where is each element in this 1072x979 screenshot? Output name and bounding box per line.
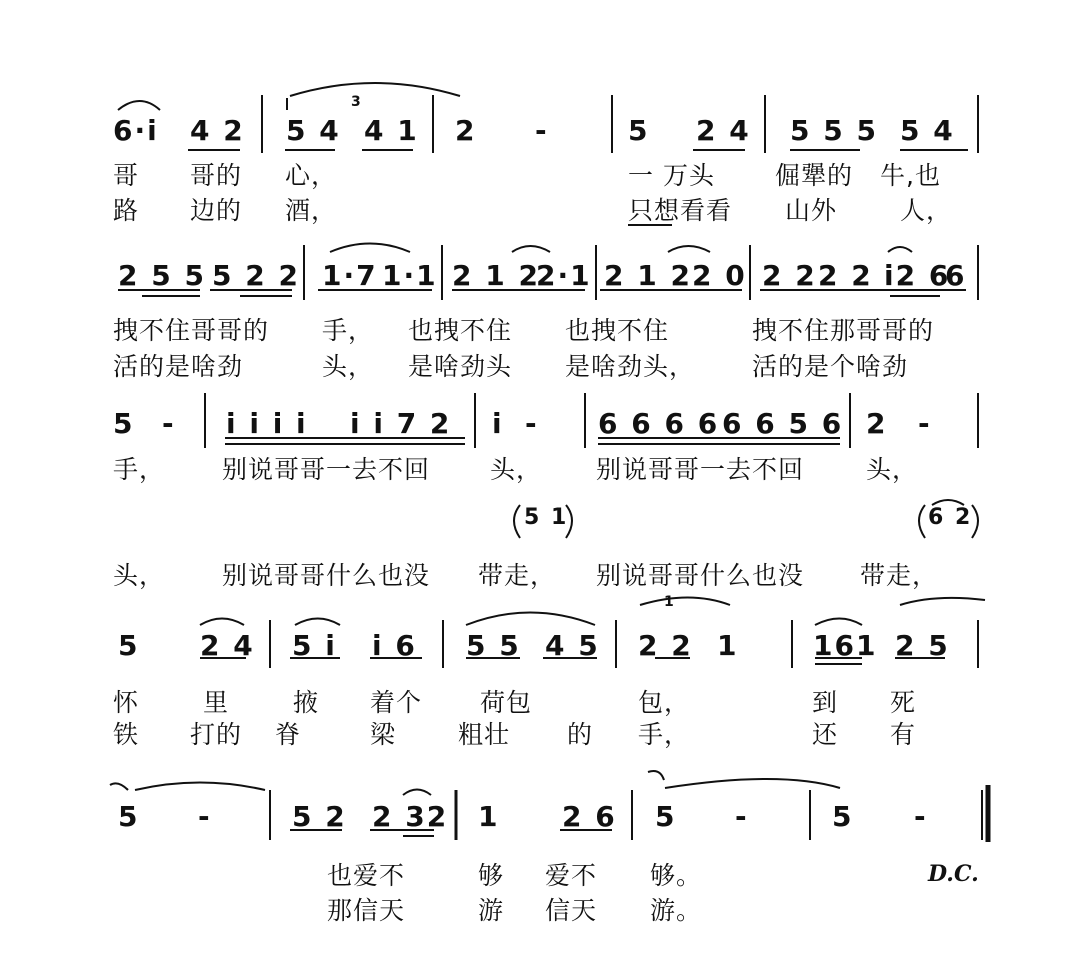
slur xyxy=(135,783,265,791)
lyric: 别说哥哥一去不回 xyxy=(596,455,805,484)
slur xyxy=(665,779,840,788)
lyric: 手， xyxy=(113,455,166,484)
lyric: 荷包 xyxy=(480,688,533,717)
note: 6 6 6 6 xyxy=(598,407,720,440)
note: 2 5 xyxy=(895,629,950,662)
lyric: 铁 xyxy=(113,720,140,749)
note: 2 xyxy=(455,114,477,147)
lyric: 哥的 xyxy=(190,161,243,190)
lyric: 游。 xyxy=(650,896,703,925)
note: 2 1 2 xyxy=(604,259,692,292)
note: 5 xyxy=(655,800,677,833)
lyric: 带走， xyxy=(860,561,939,590)
note: 2 xyxy=(866,407,888,440)
note: i2 6 xyxy=(884,259,951,292)
slur xyxy=(900,598,985,605)
lyric: 头， xyxy=(113,561,166,590)
note: 2 1 2 xyxy=(452,259,540,292)
lyric: 是啥劲头， xyxy=(565,352,696,381)
note: 6 2 xyxy=(928,505,973,530)
grace-note: 3 xyxy=(351,94,361,110)
note: i xyxy=(492,407,504,440)
note: - xyxy=(535,114,549,147)
lyric: 山外 xyxy=(785,196,838,225)
lyric: 的 xyxy=(567,720,594,749)
lyric: 是啥劲头 xyxy=(408,352,513,381)
slur xyxy=(648,771,664,780)
note: i i i i xyxy=(226,407,308,440)
lyric: 带走， xyxy=(478,561,557,590)
lyric: 别说哥哥什么也没 xyxy=(596,561,805,590)
lyric: 一 万头 xyxy=(628,161,715,190)
paren xyxy=(919,505,925,538)
lyric: 拽不住那哥哥的 xyxy=(752,316,935,345)
slur xyxy=(403,790,431,796)
lyric: 哥 xyxy=(113,161,140,190)
note: 2·1 xyxy=(536,259,592,292)
note: 5 xyxy=(832,800,854,833)
note: 5 5 xyxy=(466,629,521,662)
lyric: 拽不住哥哥的 xyxy=(113,316,270,345)
note: 161 xyxy=(813,629,878,662)
lyric: 也拽不住 xyxy=(565,316,670,345)
note: - xyxy=(162,407,176,440)
note: 5 xyxy=(118,629,140,662)
note: 2 6 xyxy=(562,800,617,833)
lyric: 酒， xyxy=(285,196,338,225)
lyric: 路 xyxy=(113,196,140,225)
note: 5 xyxy=(118,800,140,833)
note: 2 0 xyxy=(692,259,747,292)
note: 6·i xyxy=(113,114,159,147)
note: 5 2 xyxy=(292,800,347,833)
note: 1·7 xyxy=(322,259,378,292)
note: 6 xyxy=(945,259,967,292)
slur xyxy=(110,783,128,790)
lyric: 倔犟的 xyxy=(775,161,854,190)
lyric: 也爱不 xyxy=(327,861,406,890)
lyric: 别说哥哥什么也没 xyxy=(222,561,431,590)
note: 2 2 xyxy=(638,629,693,662)
lyric: 信天 xyxy=(545,896,598,925)
slur xyxy=(290,83,460,96)
paren xyxy=(514,505,520,538)
lyric: 只想看看 xyxy=(628,196,733,225)
note: i 6 xyxy=(372,629,417,662)
lyric: 粗壮 xyxy=(458,720,511,749)
note: 2 32 xyxy=(372,800,449,833)
lyric: 打的 xyxy=(190,720,243,749)
slur xyxy=(512,246,550,252)
lyric: 那信天 xyxy=(327,896,406,925)
slur xyxy=(815,619,862,626)
note: 4 2 xyxy=(190,114,245,147)
slur xyxy=(640,598,730,606)
lyric: 手， xyxy=(322,316,375,345)
lyric: 头， xyxy=(322,352,375,381)
lyric: 别说哥哥一去不回 xyxy=(222,455,431,484)
note: - xyxy=(735,800,749,833)
lyric: 活的是个啥劲 xyxy=(752,352,909,381)
slur xyxy=(118,101,160,110)
lyric: 游 xyxy=(478,896,505,925)
note: - xyxy=(525,407,539,440)
note: - xyxy=(198,800,212,833)
note: 2 5 5 xyxy=(118,259,206,292)
note: 2 2 xyxy=(818,259,873,292)
slur xyxy=(888,247,912,252)
note: 1 xyxy=(717,629,739,662)
grace-note: 1 xyxy=(664,594,674,610)
note: 5 2 2 xyxy=(212,259,300,292)
lyric: 够。 xyxy=(650,861,703,890)
lyric: 头， xyxy=(490,455,543,484)
note: 2 2 xyxy=(762,259,817,292)
lyric: 里 xyxy=(203,688,230,717)
note: 5 4 xyxy=(900,114,955,147)
note: 2 4 xyxy=(200,629,255,662)
slur xyxy=(330,244,410,253)
lyric: 梁 xyxy=(370,720,397,749)
da-capo-marking: D.C. xyxy=(928,861,979,887)
slur xyxy=(668,246,710,252)
note: 4 1 xyxy=(364,114,419,147)
lyric: 有 xyxy=(890,720,917,749)
note: 5 5 5 xyxy=(790,114,878,147)
lyric: 边的 xyxy=(190,196,243,225)
lyric: 手， xyxy=(638,720,691,749)
lyric: 死 xyxy=(890,688,917,717)
slur xyxy=(200,619,244,626)
note: 1 xyxy=(478,800,500,833)
lyric: 够 xyxy=(478,861,505,890)
lyric: 包， xyxy=(638,688,691,717)
lyric: 心， xyxy=(285,161,338,190)
note: 6 6 5 6 xyxy=(722,407,844,440)
note: 5 4 xyxy=(286,114,341,147)
note: 5 xyxy=(113,407,135,440)
note: - xyxy=(914,800,928,833)
lyric: 也拽不住 xyxy=(408,316,513,345)
lyric: 活的是啥劲 xyxy=(113,352,244,381)
note: 2 4 xyxy=(696,114,751,147)
note: 1·1 xyxy=(382,259,438,292)
lyric: 人， xyxy=(900,196,953,225)
lyric: 掖 xyxy=(293,688,320,717)
lyric: 到 xyxy=(812,688,839,717)
note: i i 7 2 xyxy=(350,407,452,440)
note: 5 xyxy=(628,114,650,147)
lyric: 还 xyxy=(812,720,839,749)
note: - xyxy=(918,407,932,440)
slur xyxy=(466,613,595,626)
paren xyxy=(972,505,978,538)
lyric: 牛,也 xyxy=(880,161,941,190)
lyric: 着个 xyxy=(370,688,423,717)
note: 5 i xyxy=(292,629,337,662)
slur xyxy=(295,619,340,626)
note: 5 1 xyxy=(524,505,569,530)
lyric: 脊 xyxy=(275,720,302,749)
note: 4 5 xyxy=(545,629,600,662)
lyric: 爱不 xyxy=(545,861,598,890)
lyric: 头， xyxy=(866,455,919,484)
lyric: 怀 xyxy=(113,688,140,717)
